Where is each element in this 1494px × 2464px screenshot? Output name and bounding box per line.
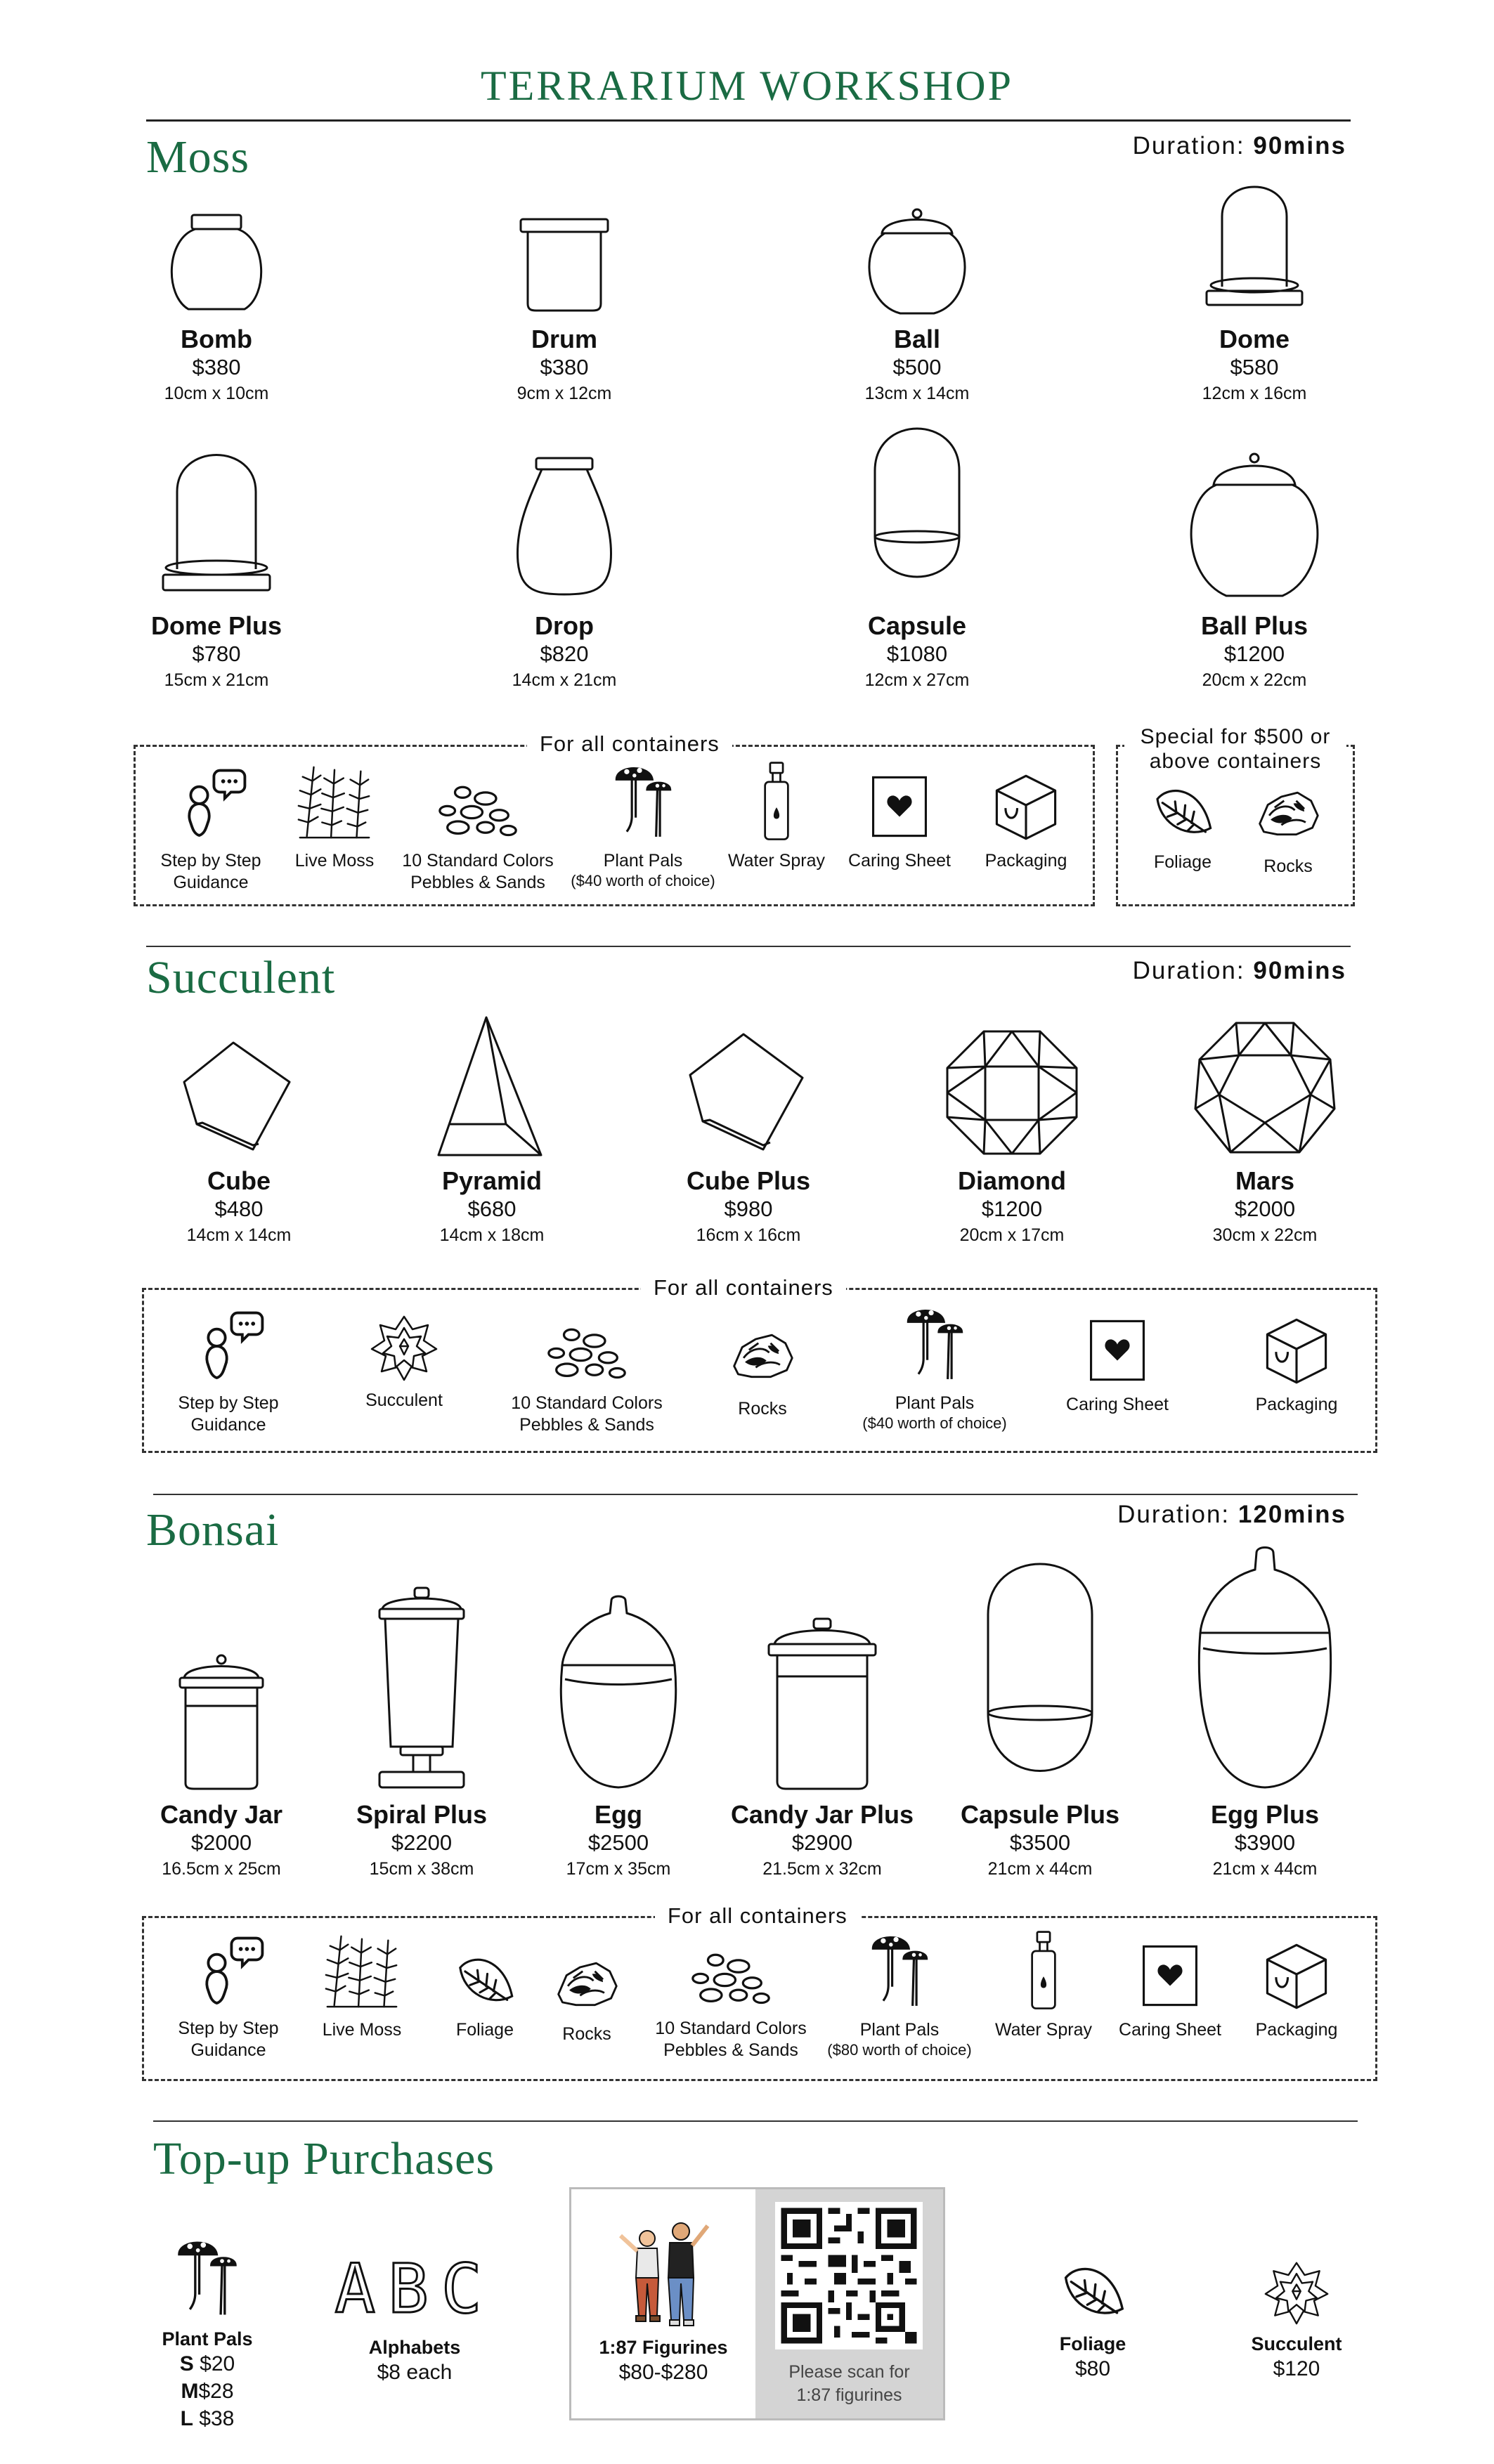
container-name: Bomb bbox=[181, 325, 252, 353]
container-name: Diamond bbox=[957, 1166, 1066, 1195]
capsule-plus-jar-icon bbox=[977, 1558, 1103, 1793]
include-label: Plant Pals bbox=[895, 1393, 975, 1413]
container-mars bbox=[1170, 1017, 1360, 1246]
person-chat-icon bbox=[190, 1308, 267, 1386]
heart-card-icon bbox=[1081, 1314, 1154, 1387]
moss-include-packaging bbox=[966, 770, 1086, 872]
container-size: 21cm x 44cm bbox=[1212, 1858, 1318, 1879]
figurines-icon bbox=[611, 2210, 716, 2330]
container-name: Egg bbox=[595, 1800, 642, 1829]
container-ball-plus bbox=[1152, 450, 1356, 691]
size-label: S bbox=[179, 2352, 194, 2375]
container-name: Pyramid bbox=[441, 1166, 543, 1195]
topup-size-l bbox=[134, 2405, 281, 2432]
container-ball bbox=[829, 205, 1005, 405]
container-price: $380 bbox=[540, 355, 589, 380]
container-name: Mars bbox=[1235, 1166, 1295, 1195]
container-diamond bbox=[928, 1026, 1096, 1246]
succulent-duration-label: Duration: bbox=[1132, 957, 1245, 984]
topup-price: $120 bbox=[1273, 2357, 1320, 2380]
topup-section-title: Top-up Purchases bbox=[153, 2133, 495, 2184]
include-label: Step by Step Guidance bbox=[178, 1393, 279, 1435]
person-chat-icon bbox=[172, 766, 249, 843]
capsule-jar-icon bbox=[861, 422, 973, 604]
bonsai-include-foliage bbox=[432, 1950, 538, 2041]
container-name: Spiral Plus bbox=[356, 1800, 488, 1829]
container-capsule bbox=[829, 422, 1005, 691]
container-size: 13cm x 14cm bbox=[864, 383, 970, 403]
include-label: Foliage bbox=[456, 2020, 514, 2040]
succulent-divider bbox=[146, 946, 1351, 947]
include-label: Caring Sheet bbox=[1119, 2020, 1221, 2040]
container-price: $3500 bbox=[1009, 1830, 1071, 1856]
cube-plus-terrarium-icon bbox=[682, 1026, 815, 1159]
bonsai-include-live-moss bbox=[309, 1929, 415, 2041]
include-label: Packaging bbox=[1255, 1395, 1338, 1414]
include-label: Caring Sheet bbox=[848, 851, 951, 871]
candy-jar-icon bbox=[169, 1653, 274, 1793]
container-name: Candy Jar Plus bbox=[730, 1800, 914, 1829]
bonsai-duration bbox=[1117, 1501, 1346, 1529]
container-name: Ball Plus bbox=[1200, 611, 1308, 640]
include-label: Foliage bbox=[1154, 852, 1212, 872]
container-drum bbox=[476, 205, 652, 405]
container-size: 14cm x 21cm bbox=[512, 670, 617, 690]
container-price: $500 bbox=[892, 355, 942, 380]
drop-jar-icon bbox=[501, 450, 628, 604]
topup-succulent bbox=[1226, 2259, 1367, 2382]
leaf-icon bbox=[1059, 2259, 1126, 2326]
mushroom-icon bbox=[172, 2234, 242, 2321]
container-size: 15cm x 38cm bbox=[369, 1858, 474, 1879]
size-price: $28 bbox=[198, 2380, 234, 2403]
container-size: 16.5cm x 25cm bbox=[162, 1858, 281, 1879]
pyramid-terrarium-icon bbox=[429, 1012, 555, 1159]
include-label: Live Moss bbox=[322, 2020, 402, 2040]
include-label: Water Spray bbox=[994, 2020, 1092, 2040]
include-label: Rocks bbox=[562, 2024, 611, 2044]
moss-duration-value: 90mins bbox=[1253, 132, 1346, 159]
topup-name: Foliage bbox=[1059, 2333, 1126, 2354]
topup-name: 1:87 Figurines bbox=[599, 2337, 728, 2358]
topup-divider bbox=[153, 2120, 1358, 2122]
bonsai-include-rocks bbox=[534, 1956, 639, 2045]
mushroom-icon bbox=[866, 1929, 933, 2012]
container-size: 20cm x 22cm bbox=[1202, 670, 1307, 690]
bonsai-include-guidance bbox=[165, 1934, 292, 2062]
succulent-include-rocks bbox=[706, 1328, 819, 1420]
container-bomb bbox=[129, 205, 304, 405]
candy-jar-plus-icon bbox=[759, 1616, 885, 1793]
moss-include-pebbles bbox=[397, 781, 559, 894]
container-dome-plus bbox=[129, 450, 304, 691]
include-label: Plant Pals bbox=[603, 851, 683, 871]
container-cube-plus bbox=[668, 1026, 829, 1246]
include-sublabel: ($40 worth of choice) bbox=[862, 1414, 1007, 1433]
include-label: Rocks bbox=[738, 1399, 787, 1419]
container-size: 10cm x 10cm bbox=[164, 383, 269, 403]
spray-bottle-icon bbox=[755, 760, 798, 843]
leaf-icon bbox=[1151, 781, 1214, 845]
heart-card-icon bbox=[863, 770, 936, 843]
spiral-plus-jar-icon bbox=[365, 1585, 478, 1793]
dome-jar-icon bbox=[1198, 181, 1311, 318]
topup-size-m bbox=[134, 2378, 281, 2405]
size-price: $20 bbox=[200, 2352, 235, 2375]
container-size: 21.5cm x 32cm bbox=[762, 1858, 882, 1879]
moss-include-live-moss bbox=[278, 760, 391, 872]
bomb-jar-icon bbox=[160, 205, 273, 318]
container-price: $2500 bbox=[587, 1830, 649, 1856]
topup-price: $80-$280 bbox=[618, 2361, 708, 2384]
bonsai-include-water-spray bbox=[991, 1929, 1096, 2041]
container-candy-jar bbox=[137, 1653, 306, 1880]
leaf-icon bbox=[454, 1950, 516, 2012]
diamond-terrarium-icon bbox=[942, 1026, 1082, 1159]
person-chat-icon bbox=[190, 1934, 267, 2011]
moss-icon bbox=[293, 760, 376, 843]
box-icon bbox=[1260, 1314, 1333, 1387]
page-title: TERRARIUM WORKSHOP bbox=[481, 63, 1013, 109]
container-price: $1200 bbox=[1223, 641, 1285, 667]
container-name: Drop bbox=[535, 611, 594, 640]
bonsai-include-packaging bbox=[1237, 1939, 1356, 2041]
container-dome bbox=[1167, 181, 1342, 405]
topup-foliage bbox=[1029, 2259, 1156, 2382]
container-price: $580 bbox=[1230, 355, 1279, 380]
moss-special-foliage bbox=[1130, 781, 1235, 873]
header-divider bbox=[146, 119, 1351, 122]
bonsai-included-title: For all containers bbox=[655, 1903, 860, 1929]
topup-size-s bbox=[134, 2350, 281, 2378]
container-name: Egg Plus bbox=[1210, 1800, 1320, 1829]
container-size: 20cm x 17cm bbox=[959, 1225, 1065, 1245]
succulent-include-guidance bbox=[165, 1308, 292, 1437]
container-name: Capsule bbox=[867, 611, 967, 640]
container-drop bbox=[476, 450, 652, 691]
egg-jar-icon bbox=[555, 1595, 682, 1793]
moss-include-guidance bbox=[149, 766, 273, 894]
mars-terrarium-icon bbox=[1190, 1017, 1340, 1159]
container-egg-plus bbox=[1181, 1546, 1349, 1880]
container-price: $480 bbox=[214, 1197, 264, 1222]
box-icon bbox=[989, 770, 1063, 843]
succulent-include-plant-pals bbox=[854, 1303, 1015, 1433]
bonsai-include-pebbles bbox=[647, 1949, 815, 2062]
rock-icon bbox=[553, 1956, 621, 2011]
cube-terrarium-icon bbox=[176, 1033, 302, 1159]
include-label: 10 Standard Colors Pebbles & Sands bbox=[655, 2019, 807, 2061]
moss-duration-label: Duration: bbox=[1132, 132, 1245, 159]
container-name: Dome Plus bbox=[150, 611, 282, 640]
container-size: 17cm x 35cm bbox=[566, 1858, 671, 1879]
moss-include-plant-pals bbox=[566, 760, 720, 891]
include-sublabel: ($80 worth of choice) bbox=[827, 2041, 972, 2059]
size-label: L bbox=[180, 2407, 193, 2430]
bonsai-include-caring-sheet bbox=[1110, 1939, 1230, 2041]
succulent-duration bbox=[1133, 957, 1346, 985]
container-price: $3900 bbox=[1234, 1830, 1296, 1856]
egg-plus-jar-icon bbox=[1195, 1546, 1335, 1793]
container-cube bbox=[158, 1033, 320, 1246]
container-size: 12cm x 16cm bbox=[1202, 383, 1307, 403]
include-label: Packaging bbox=[985, 851, 1067, 871]
container-pyramid bbox=[411, 1012, 573, 1246]
container-name: Candy Jar bbox=[160, 1800, 283, 1829]
container-size: 14cm x 14cm bbox=[186, 1225, 292, 1245]
succulent-section-title: Succulent bbox=[146, 952, 336, 1003]
spray-bottle-icon bbox=[1022, 1929, 1065, 2012]
moss-include-caring-sheet bbox=[840, 770, 959, 872]
include-label: Packaging bbox=[1255, 2020, 1338, 2040]
ball-jar-icon bbox=[861, 205, 973, 318]
include-label: Step by Step Guidance bbox=[160, 851, 261, 893]
container-name: Ball bbox=[893, 325, 941, 353]
succulent-included-title: For all containers bbox=[641, 1275, 846, 1301]
include-sublabel: ($40 worth of choice) bbox=[571, 872, 715, 890]
succulent-duration-value: 90mins bbox=[1253, 957, 1346, 984]
topup-figurines bbox=[571, 2210, 755, 2386]
include-label: Rocks bbox=[1264, 856, 1313, 876]
mushroom-icon bbox=[902, 1303, 968, 1386]
container-size: 15cm x 21cm bbox=[164, 670, 269, 690]
bonsai-divider bbox=[153, 1494, 1358, 1495]
moss-include-water-spray bbox=[724, 760, 829, 872]
include-label: 10 Standard Colors Pebbles & Sands bbox=[511, 1393, 663, 1435]
topup-name: Alphabets bbox=[368, 2337, 461, 2358]
qr-code-icon[interactable] bbox=[775, 2202, 923, 2349]
container-price: $2900 bbox=[791, 1830, 853, 1856]
qr-panel bbox=[755, 2189, 943, 2418]
moss-icon bbox=[320, 1929, 403, 2012]
pebbles-icon bbox=[432, 781, 524, 843]
succulent-include-caring-sheet bbox=[1058, 1314, 1177, 1416]
succulent-include-succulent bbox=[344, 1312, 464, 1412]
container-price: $380 bbox=[192, 355, 241, 380]
alphabet-glyphs: ABC bbox=[334, 2250, 495, 2328]
bonsai-duration-value: 120mins bbox=[1238, 1501, 1346, 1528]
container-capsule-plus bbox=[956, 1558, 1124, 1880]
moss-included-title: For all containers bbox=[527, 731, 732, 757]
topup-price: $8 each bbox=[377, 2361, 453, 2384]
qr-scan-note: Please scan for 1:87 figurines bbox=[788, 2362, 910, 2405]
include-label: Plant Pals bbox=[859, 2020, 940, 2040]
bonsai-include-plant-pals bbox=[819, 1929, 980, 2060]
container-size: 14cm x 18cm bbox=[439, 1225, 545, 1245]
ball-plus-jar-icon bbox=[1177, 450, 1332, 604]
container-price: $2000 bbox=[190, 1830, 252, 1856]
container-price: $820 bbox=[540, 641, 589, 667]
container-name: Dome bbox=[1219, 325, 1290, 353]
include-label: Step by Step Guidance bbox=[178, 2019, 279, 2061]
container-price: $1080 bbox=[886, 641, 948, 667]
succulent-icon bbox=[369, 1312, 439, 1383]
rock-icon bbox=[729, 1328, 796, 1383]
bonsai-section-title: Bonsai bbox=[146, 1504, 280, 1556]
container-size: 12cm x 27cm bbox=[864, 670, 970, 690]
container-candy-jar-plus bbox=[724, 1616, 921, 1880]
topup-name: Plant Pals bbox=[162, 2328, 253, 2349]
include-label: Live Moss bbox=[294, 851, 375, 871]
container-size: 30cm x 22cm bbox=[1212, 1225, 1318, 1245]
include-label: 10 Standard Colors Pebbles & Sands bbox=[402, 851, 554, 893]
succulent-icon bbox=[1263, 2259, 1330, 2326]
container-price: $680 bbox=[467, 1197, 517, 1222]
topup-alphabets bbox=[330, 2248, 499, 2386]
container-price: $780 bbox=[192, 641, 241, 667]
container-size: 9cm x 12cm bbox=[517, 383, 612, 403]
include-label: Water Spray bbox=[727, 851, 825, 871]
container-size: 21cm x 44cm bbox=[987, 1858, 1093, 1879]
drum-jar-icon bbox=[508, 205, 621, 318]
moss-special-title: Special for $500 or above containers bbox=[1124, 725, 1346, 774]
moss-duration bbox=[1133, 132, 1346, 160]
pebbles-icon bbox=[541, 1324, 632, 1386]
include-label: Caring Sheet bbox=[1066, 1395, 1169, 1414]
rock-icon bbox=[1254, 786, 1322, 840]
bonsai-duration-label: Duration: bbox=[1117, 1501, 1230, 1528]
dome-plus-jar-icon bbox=[153, 450, 280, 604]
container-egg bbox=[538, 1595, 699, 1880]
topup-plant-pals bbox=[134, 2234, 281, 2432]
topup-name: Succulent bbox=[1251, 2333, 1342, 2354]
mushroom-icon bbox=[610, 760, 677, 843]
container-price: $1200 bbox=[981, 1197, 1043, 1222]
size-label: M bbox=[181, 2380, 199, 2403]
succulent-include-packaging bbox=[1237, 1314, 1356, 1416]
moss-special-rocks bbox=[1235, 786, 1341, 878]
container-price: $2000 bbox=[1234, 1197, 1296, 1222]
container-price: $980 bbox=[724, 1197, 773, 1222]
include-label: Succulent bbox=[365, 1390, 443, 1410]
container-price: $2200 bbox=[391, 1830, 453, 1856]
topup-price: $80 bbox=[1074, 2357, 1111, 2380]
container-name: Cube Plus bbox=[686, 1166, 811, 1195]
container-name: Drum bbox=[531, 325, 597, 353]
heart-card-icon bbox=[1134, 1939, 1207, 2012]
size-price: $38 bbox=[199, 2407, 235, 2430]
succulent-include-pebbles bbox=[502, 1324, 671, 1437]
container-name: Capsule Plus bbox=[960, 1800, 1120, 1829]
figurines-panel bbox=[569, 2187, 945, 2420]
pebbles-icon bbox=[685, 1949, 777, 2011]
container-size: 16cm x 16cm bbox=[696, 1225, 801, 1245]
moss-section-title: Moss bbox=[146, 131, 250, 183]
box-icon bbox=[1260, 1939, 1333, 2012]
container-spiral-plus bbox=[337, 1585, 506, 1880]
container-name: Cube bbox=[207, 1166, 271, 1195]
